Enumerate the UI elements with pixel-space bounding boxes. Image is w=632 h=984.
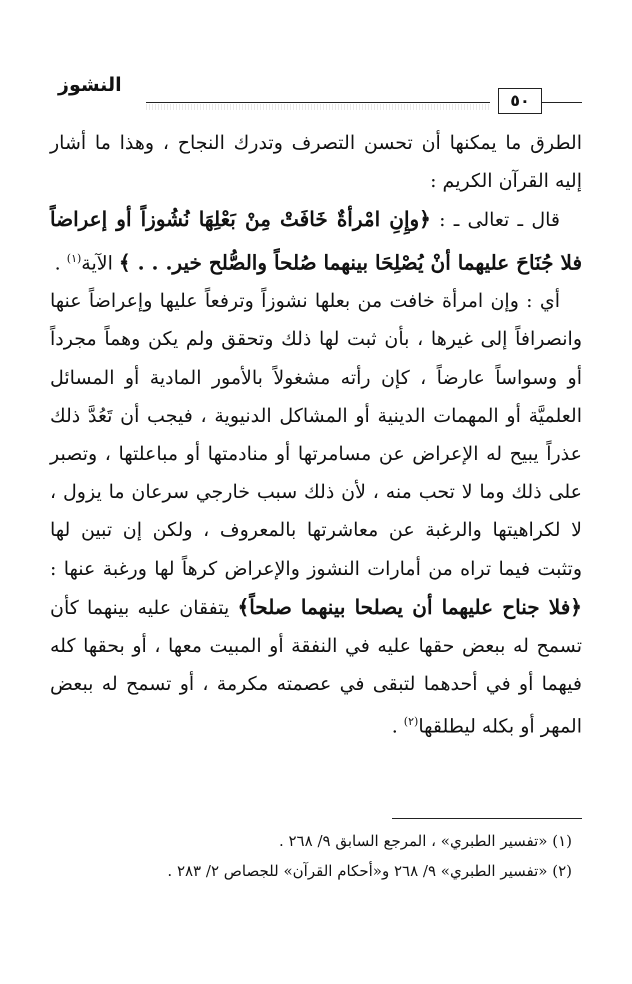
footnote-ref-2[interactable]: (٢): [403, 715, 419, 729]
paragraph-1: [50, 124, 582, 200]
paragraph-2: قال ـ تعالى ـ : ﴿وإِنِ امْرأةٌ خَافَتْ مِنْ بَعْلِهَا نُشُوزاً أو إعراضاً فلا جُنَاحَ عليهما أنْ يُصْلِحَا بينهما صُلحاً والصُّلح خير. . . ﴾ الآية$^{(١)}$ .: [50, 207, 582, 274]
footnote-2: (٢) «تفسير الطبري» ٩/ ٢٦٨ و«أحكام القرآن» للجصاص ٢/ ٢٨٣ .: [167, 862, 572, 880]
header-rule-shading: [146, 104, 490, 110]
paragraph-3-text-a: أي : وإن امرأة خافت من بعلها نشوزاً وترفعاً عليها وإعراضاً عنها وانصرافاً إلى غيرها ، بأن ثبت لها ذلك وتحقق ولم يكن وهماً مجرداً أو وسواساً عارضاً ، كإن رأته مشغولاً بالأمور المادية أو المسائل العلميَّة أو المهمات الدينية أو المشاكل الدنيوية ، فيجب أن تَعُدَّ ذلك عذراً يبيح له الإعراض عن مسامرتها أو منادمتها أو مباعلتها ، وتصبر على ذلك وما لا تحب منه ، لأن ذلك سبب خارجي سرعان ما يزول ، لا لكراهيتها والرغبة عن معاشرتها بالمعروف ، ولكن إن تبين لها وتثبت فيما تراه من أمارات النشوز والإعراض كرهاً لها ورغبة عنها :: [50, 290, 582, 580]
header-rule-end: [542, 102, 582, 103]
footnote-ref-1[interactable]: (١): [66, 251, 82, 265]
header-rule: [146, 102, 490, 103]
verse-intro: قال ـ تعالى ـ :: [430, 209, 560, 232]
footnotes: [50, 826, 582, 886]
page-number: ٥٠: [498, 88, 542, 114]
paragraph-3-text-b: يتفقان عليه بينهما كأن تسمح له ببعض حقها عليه في النفقة أو المبيت معها ، أو بحقها كله فيهما أو في أحدهما لتبقى في عصمته مكرمة ، أو تسمح له ببعض المهر أو بكله ليطلقها: [50, 596, 582, 738]
paragraph-3-end: .: [391, 715, 404, 738]
footnote-separator: [392, 818, 582, 819]
quran-verse-quote: ﴿فلا جناح عليهما أن يصلحا بينهما صلحاً﴾: [237, 594, 582, 619]
paragraph-1-text: الطرق ما يمكنها أن تحسن التصرف وتدرك النجاح ، وهذا ما أشار إليه القرآن الكريم :: [50, 132, 582, 193]
page-header: [50, 68, 582, 112]
chapter-title: النشوز: [58, 74, 122, 96]
quran-verse: ﴿وإِنِ امْرأةٌ خَافَتْ مِنْ بَعْلِهَا نُشُوزاً أو إعراضاً فلا جُنَاحَ عليهما أنْ يُصْلِحَا بينهما صُلحاً والصُّلح خير. . . ﴾: [50, 207, 582, 274]
verse-tail: الآية: [81, 251, 119, 274]
paragraph-3: [50, 282, 582, 746]
footnote-1: (١) «تفسير الطبري» ، المرجع السابق ٩/ ٢٦٨ .: [278, 832, 572, 850]
main-text: [50, 124, 582, 746]
